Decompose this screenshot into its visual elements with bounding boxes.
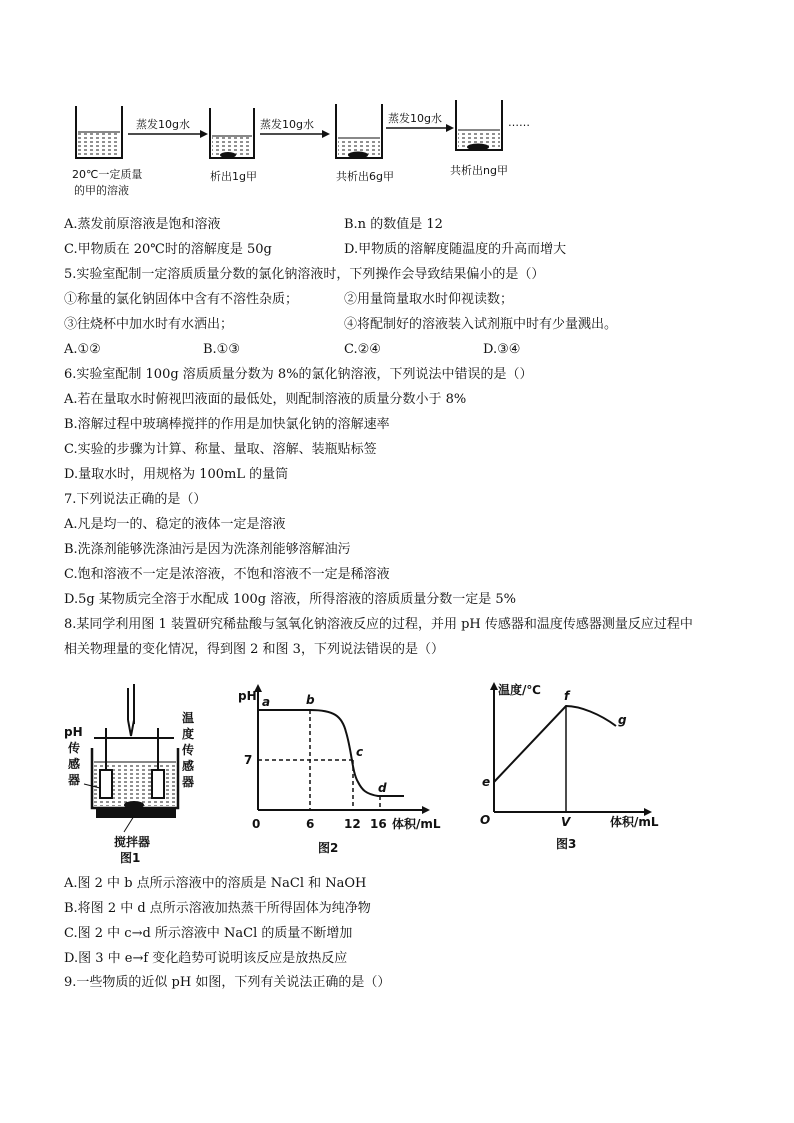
q8-option-c[interactable]: C.图 2 中 c→d 所示溶液中 NaCl 的质量不断增加 [64,926,353,941]
q6-option-d[interactable]: D.量取水时，用规格为 100mL 的量筒 [64,467,289,482]
fig2-xlabel: 体积/mL [392,817,441,831]
fig3-tick-v: V [561,815,571,829]
fig3-point-f: f [564,689,570,703]
evap-arrow-label-3: 蒸发10g水 [388,112,442,125]
beaker-2 [210,108,254,158]
q4-option-a[interactable]: A.蒸发前原溶液是饱和溶液 [64,217,221,232]
fig3-origin: O [480,813,491,827]
fig1-caption: 图1 [120,851,141,864]
fig2-tick-x-16: 16 [370,817,387,831]
fig2-tick-y-7: 7 [244,753,253,767]
fig3-point-e: e [482,775,491,789]
q8-stem-line-2: 相关物理量的变化情况，得到图 2 和图 3，下列说法错误的是（） [64,642,444,657]
fig1-ph-label-2: 传 [68,741,81,755]
q8-stem-line-1: 8.某同学利用图 1 装置研究稀盐酸与氢氧化钠溶液反应的过程，并用 pH 传感器和温度传感器测量反应过程中 [64,617,693,632]
fig3-xlabel: 体积/mL [610,815,659,829]
q8-option-b[interactable]: B.将图 2 中 d 点所示溶液加热蒸干所得固体为纯净物 [64,901,371,916]
fig3-caption: 图3 [556,837,577,851]
q6-option-a[interactable]: A.若在量取水时俯视凹液面的最低处，则配制溶液的质量分数小于 8% [64,392,467,407]
fig1-temp-label-5: 器 [182,775,195,789]
fig2-tick-x-12: 12 [344,817,361,831]
q7-option-a[interactable]: A.凡是均一的、稳定的液体一定是溶液 [64,517,286,532]
fig1-temp-label-4: 感 [182,759,195,773]
fig1-temp-label-1: 温 [182,711,195,725]
evap-caption-start-1: 20℃一定质量 [72,168,143,181]
fig2-point-b: b [306,693,315,707]
q4-option-c[interactable]: C.甲物质在 20℃时的溶解度是 50g [64,242,272,257]
q8-option-a[interactable]: A.图 2 中 b 点所示溶液中的溶质是 NaCl 和 NaOH [64,876,367,891]
q5-item-3: ③往烧杯中加水时有水洒出； [64,317,234,332]
fig1-ph-label-3: 感 [68,757,81,771]
evap-arrow-label-1: 蒸发10g水 [136,118,190,131]
q5-stem: 5.实验室配制一定溶质质量分数的氯化钠溶液时，下列操作会导致结果偏小的是（） [64,267,545,282]
fig3-temperature-curve [494,706,616,782]
fig2-point-c: c [356,745,364,759]
fig2-origin: 0 [252,817,261,831]
q4-option-b[interactable]: B.n 的数值是 12 [344,217,443,232]
q5-item-4: ④将配制好的溶液装入试剂瓶中时有少量溅出。 [344,317,618,332]
fig2-caption: 图2 [318,841,339,855]
evaporation-figure [60,92,560,204]
fig1-temp-label-3: 传 [182,743,195,757]
evap-ellipsis: …… [508,116,530,129]
beaker-4 [456,100,502,151]
evap-caption-4: 共析出ng甲 [450,164,508,177]
q6-stem: 6.实验室配制 100g 溶质质量分数为 8%的氯化钠溶液，下列说法中错误的是（） [64,367,533,382]
figure-2-ph-chart [228,682,460,862]
fig3-ylabel: 温度/℃ [498,683,541,697]
q7-stem: 7.下列说法正确的是（） [64,492,207,507]
fig1-ph-label-1: pH [64,725,83,739]
evap-arrow-label-2: 蒸发10g水 [260,118,314,131]
evap-caption-start-2: 的甲的溶液 [74,184,129,197]
figure-1-apparatus [64,684,214,864]
fig1-ph-label-4: 器 [68,773,81,787]
fig1-temp-label-2: 度 [182,727,195,741]
fig2-point-a: a [262,695,271,709]
q5-option-d[interactable]: D.③④ [483,342,521,357]
beaker-3 [336,104,382,159]
q5-option-b[interactable]: B.①③ [203,342,240,357]
q6-option-b[interactable]: B.溶解过程中玻璃棒搅拌的作用是加快氯化钠的溶解速率 [64,417,390,432]
beaker-1 [76,106,122,158]
q5-item-2: ②用量筒量取水时仰视读数； [344,292,514,307]
evap-caption-2: 析出1g甲 [210,170,257,183]
q8-option-d[interactable]: D.图 3 中 e→f 变化趋势可说明该反应是放热反应 [64,951,348,966]
q7-option-d[interactable]: D.5g 某物质完全溶于水配成 100g 溶液，所得溶液的溶质质量分数一定是 5% [64,592,516,607]
fig2-tick-x-6: 6 [306,817,315,831]
evap-caption-3: 共析出6g甲 [336,170,394,183]
figure-3-temperature-chart [470,678,700,858]
q5-item-1: ①称量的氯化钠固体中含有不溶性杂质； [64,292,299,307]
q9-stem: 9.一些物质的近似 pH 如图，下列有关说法正确的是（） [64,975,391,990]
q6-option-c[interactable]: C.实验的步骤为计算、称量、量取、溶解、装瓶贴标签 [64,442,377,457]
q5-option-a[interactable]: A.①② [64,342,101,357]
q7-option-b[interactable]: B.洗涤剂能够洗涤油污是因为洗涤剂能够溶解油污 [64,542,351,557]
fig1-stirrer-label: 搅拌器 [114,835,151,849]
q4-option-d[interactable]: D.甲物质的溶解度随温度的升高而增大 [344,242,567,257]
fig3-point-g: g [618,713,627,727]
q7-option-c[interactable]: C.饱和溶液不一定是浓溶液，不饱和溶液不一定是稀溶液 [64,567,390,582]
q5-option-c[interactable]: C.②④ [344,342,381,357]
fig2-point-d: d [378,781,387,795]
fig2-ylabel: pH [238,689,257,703]
